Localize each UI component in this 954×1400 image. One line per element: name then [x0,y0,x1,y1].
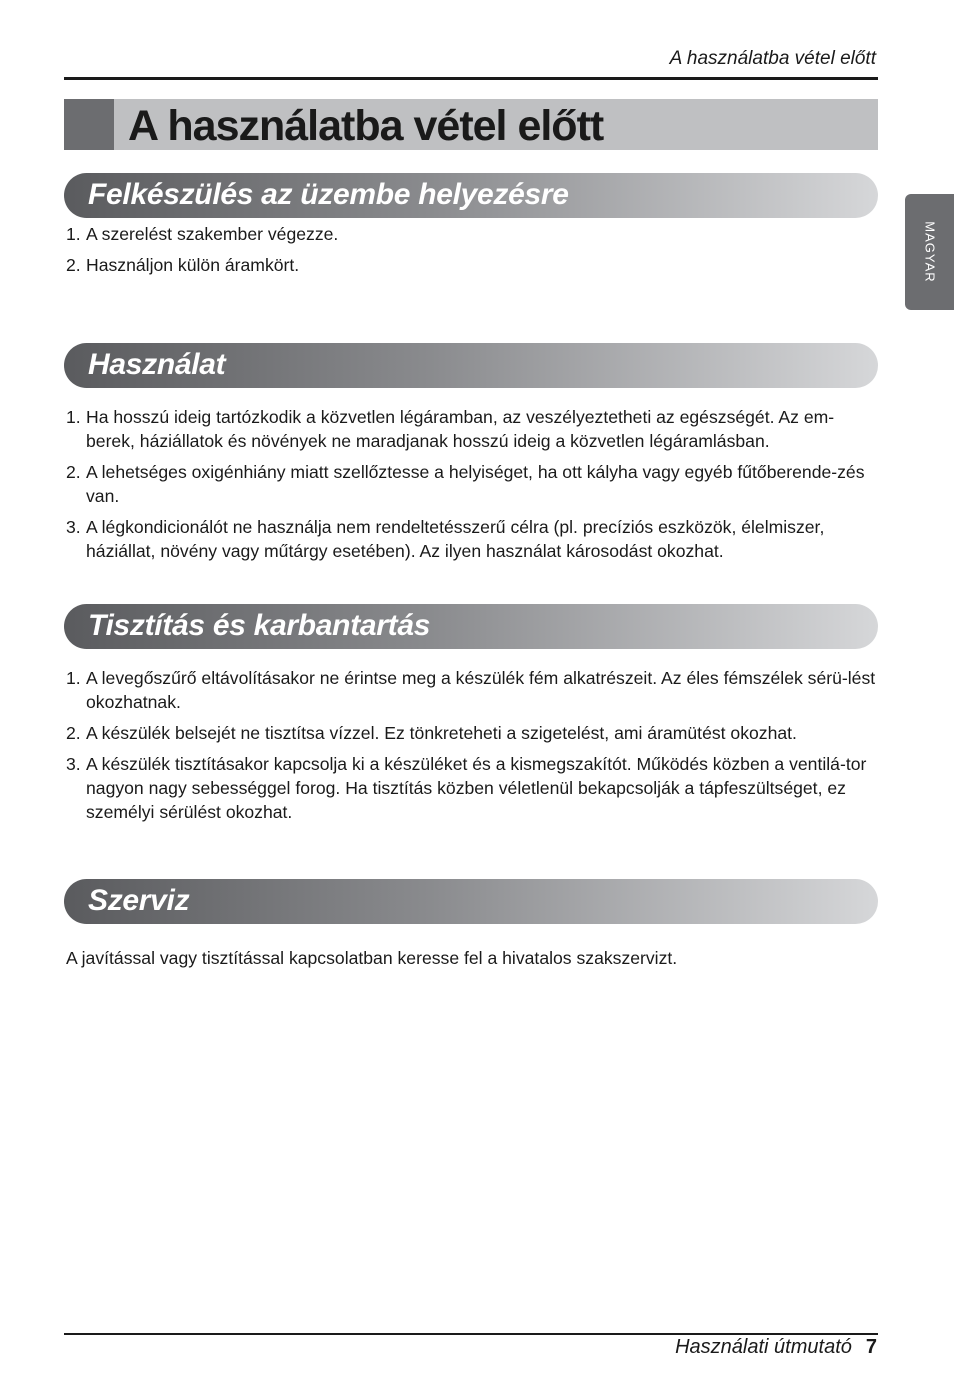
page-title: A használatba vétel előtt [128,102,604,150]
section-header-service [64,879,878,924]
list-item-text: A lehetséges oxigénhiány miatt szellőztesse a helyiséget, ha ott kályha vagy egyéb fűtőberende-zés van. [86,462,865,506]
list-item-text: A levegőszűrő eltávolításakor ne érintse meg a készülék fém alkatrészeit. Az éles fémszélek sérü-lést okozhatnak. [86,668,876,712]
list-item-text: A szerelést szakember végezze. [86,224,339,244]
list-item [64,721,876,745]
section-header-preparation [64,173,878,218]
list-item-number: 1. [66,668,81,688]
list-item [64,460,876,508]
section-title: Használat [88,348,226,381]
section-header-cleaning [64,604,878,649]
preparation-list [64,222,876,284]
page-number: 7 [865,1336,877,1358]
footer [675,1336,877,1359]
list-item [64,752,876,824]
list-item-text: A készülék tisztításakor kapcsolja ki a készüléket és a kismegszakítót. Működés közben a ventilá-tor nagyon nagy sebességgel forog. Ha tisztítás közben véletlenül bekapcsolják a tápfeszültséget, ez személyi sérülést okozhat. [86,754,867,822]
top-rule [64,77,878,80]
list-item [64,253,876,277]
list-item-number: 1. [66,407,81,427]
section-title: Szerviz [88,884,190,917]
service-paragraph: A javítással vagy tisztítással kapcsolatban keresse fel a hivatalos szakszervizt. [66,948,678,968]
list-item [64,405,876,453]
cleaning-list [64,666,876,831]
list-item [64,666,876,714]
list-item-text: A légkondicionálót ne használja nem rendeltetésszerű célra (pl. precíziós eszközök, élelmiszer, háziállat, növény vagy műtárgy esetében). Az ilyen használat károsodást okozhat. [86,517,825,561]
list-item-number: 3. [66,517,81,537]
usage-list [64,405,876,570]
section-title: Tisztítás és karbantartás [88,609,431,642]
list-item-number: 2. [66,723,81,743]
section-title: Felkészülés az üzembe helyezésre [88,178,569,211]
list-item-text: A készülék belsejét ne tisztítsa vízzel. Ez tönkreteheti a szigetelést, ami áramütést okozhat. [86,723,797,743]
language-side-tab [905,194,954,310]
list-item-number: 2. [66,462,81,482]
list-item-number: 3. [66,754,81,774]
bottom-rule [64,1333,878,1335]
running-header: A használatba vétel előtt [669,48,876,69]
list-item-number: 1. [66,224,81,244]
list-item-text: Használjon külön áramkört. [86,255,300,275]
footer-label: Használati útmutató [675,1336,852,1358]
list-item-text: Ha hosszú ideig tartózkodik a közvetlen légáramban, az veszélyeztetheti az egészségét. Az em-berek, háziállatok és növények ne maradjanak hosszú ideig a közvetlen légáramlásban. [86,407,835,451]
title-accent-block [64,99,114,150]
language-side-tab-label: MAGYAR [922,221,937,283]
list-item-number: 2. [66,255,81,275]
list-item [64,515,876,563]
list-item [64,222,876,246]
page-title-bar [64,99,878,150]
section-header-usage [64,343,878,388]
